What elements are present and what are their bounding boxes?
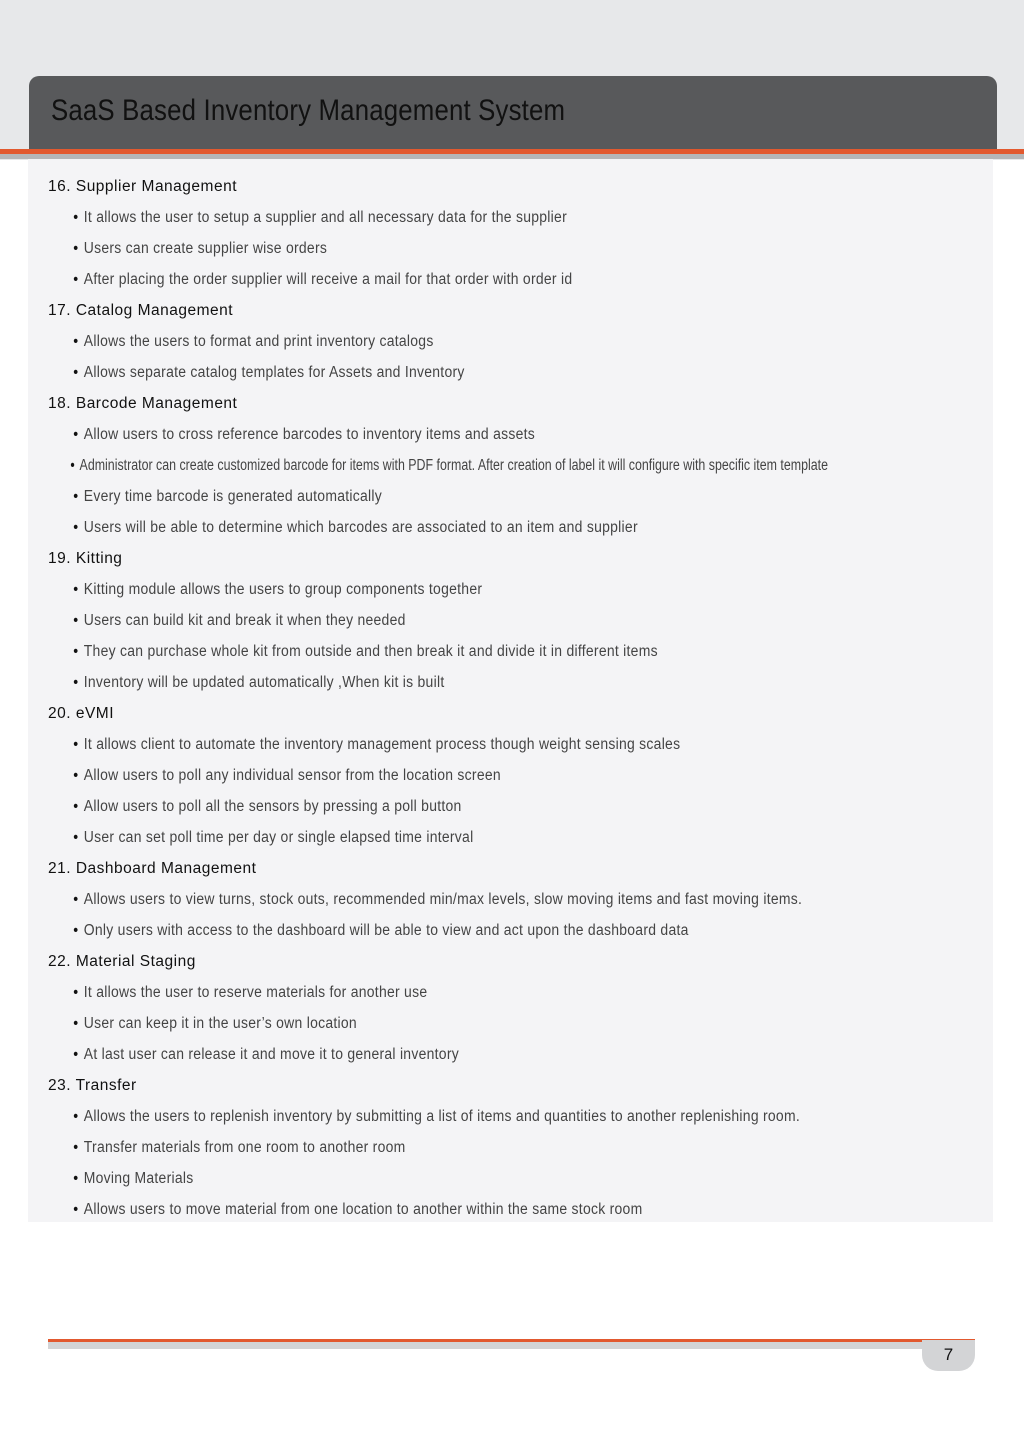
list-item: • Inventory will be updated automatically ,When kit is built <box>48 672 885 703</box>
section-supplier-management <box>48 176 978 300</box>
feature-list <box>48 176 978 1230</box>
list-item: • Allow users to cross reference barcodes to inventory items and assets <box>48 424 885 455</box>
bullet-list <box>48 424 978 548</box>
list-item: • It allows the user to setup a supplier and all necessary data for the supplier <box>48 207 885 238</box>
section-catalog-management <box>48 300 978 393</box>
section-title: 20. eVMI <box>48 705 115 722</box>
list-item: • Users can create supplier wise orders <box>48 238 885 269</box>
list-item: • User can keep it in the user’s own location <box>48 1013 885 1044</box>
list-item: • Only users with access to the dashboard will be able to view and act upon the dashboard data <box>48 920 885 951</box>
list-item: • At last user can release it and move it to general inventory <box>48 1044 885 1075</box>
list-item: • Allows users to move material from one location to another within the same stock room <box>48 1199 885 1230</box>
list-item: • Allows separate catalog templates for Assets and Inventory <box>48 362 885 393</box>
section-evmi <box>48 703 978 858</box>
header-bar <box>29 76 997 149</box>
section-material-staging <box>48 951 978 1075</box>
list-item: • Moving Materials <box>48 1168 885 1199</box>
list-item: • Kitting module allows the users to group components together <box>48 579 885 610</box>
content-panel <box>28 159 993 1222</box>
list-item: • It allows client to automate the inventory management process though weight sensing scales <box>48 734 885 765</box>
list-item: • User can set poll time per day or single elapsed time interval <box>48 827 885 858</box>
list-item: • They can purchase whole kit from outside and then break it and divide it in different items <box>48 641 885 672</box>
list-item: • Every time barcode is generated automatically <box>48 486 885 517</box>
section-title: 18. Barcode Management <box>48 395 238 412</box>
list-item: • Allow users to poll any individual sensor from the location screen <box>48 765 885 796</box>
list-item: • Transfer materials from one room to another room <box>48 1137 885 1168</box>
section-title: 16. Supplier Management <box>48 178 238 195</box>
bullet-list <box>48 207 978 300</box>
section-title: 19. Kitting <box>48 550 123 567</box>
section-title: 21. Dashboard Management <box>48 860 257 877</box>
list-item: • It allows the user to reserve materials for another use <box>48 982 885 1013</box>
list-item: • Users can build kit and break it when they needed <box>48 610 885 641</box>
bullet-list <box>48 331 978 393</box>
list-item: • Allows the users to replenish inventory by submitting a list of items and quantities to another replenishing room. <box>48 1106 885 1137</box>
list-item: • Allows users to view turns, stock outs, recommended min/max levels, slow moving items and fast moving items. <box>48 889 885 920</box>
bullet-list <box>48 734 978 858</box>
bullet-list <box>48 889 978 951</box>
section-dashboard-management <box>48 858 978 951</box>
page-title: SaaS Based Inventory Management System <box>51 94 566 127</box>
section-barcode-management <box>48 393 978 548</box>
bullet-list <box>48 982 978 1075</box>
section-title: 17. Catalog Management <box>48 302 234 319</box>
section-title: 22. Material Staging <box>48 953 196 970</box>
footer-gray-line <box>48 1342 975 1349</box>
page-number: 7 <box>922 1340 975 1371</box>
list-item: • Allow users to poll all the sensors by pressing a poll button <box>48 796 885 827</box>
bullet-list <box>48 579 978 703</box>
section-title: 23. Transfer <box>48 1077 137 1094</box>
section-transfer <box>48 1075 978 1230</box>
section-kitting <box>48 548 978 703</box>
list-item: • Allows the users to format and print inventory catalogs <box>48 331 885 362</box>
bullet-list <box>48 1106 978 1230</box>
list-item: • After placing the order supplier will receive a mail for that order with order id <box>48 269 885 300</box>
list-item: • Users will be able to determine which barcodes are associated to an item and supplier <box>48 517 885 548</box>
list-item: • Administrator can create customized barcode for items with PDF format. After creation of label it will configure with specific item template <box>48 455 792 486</box>
